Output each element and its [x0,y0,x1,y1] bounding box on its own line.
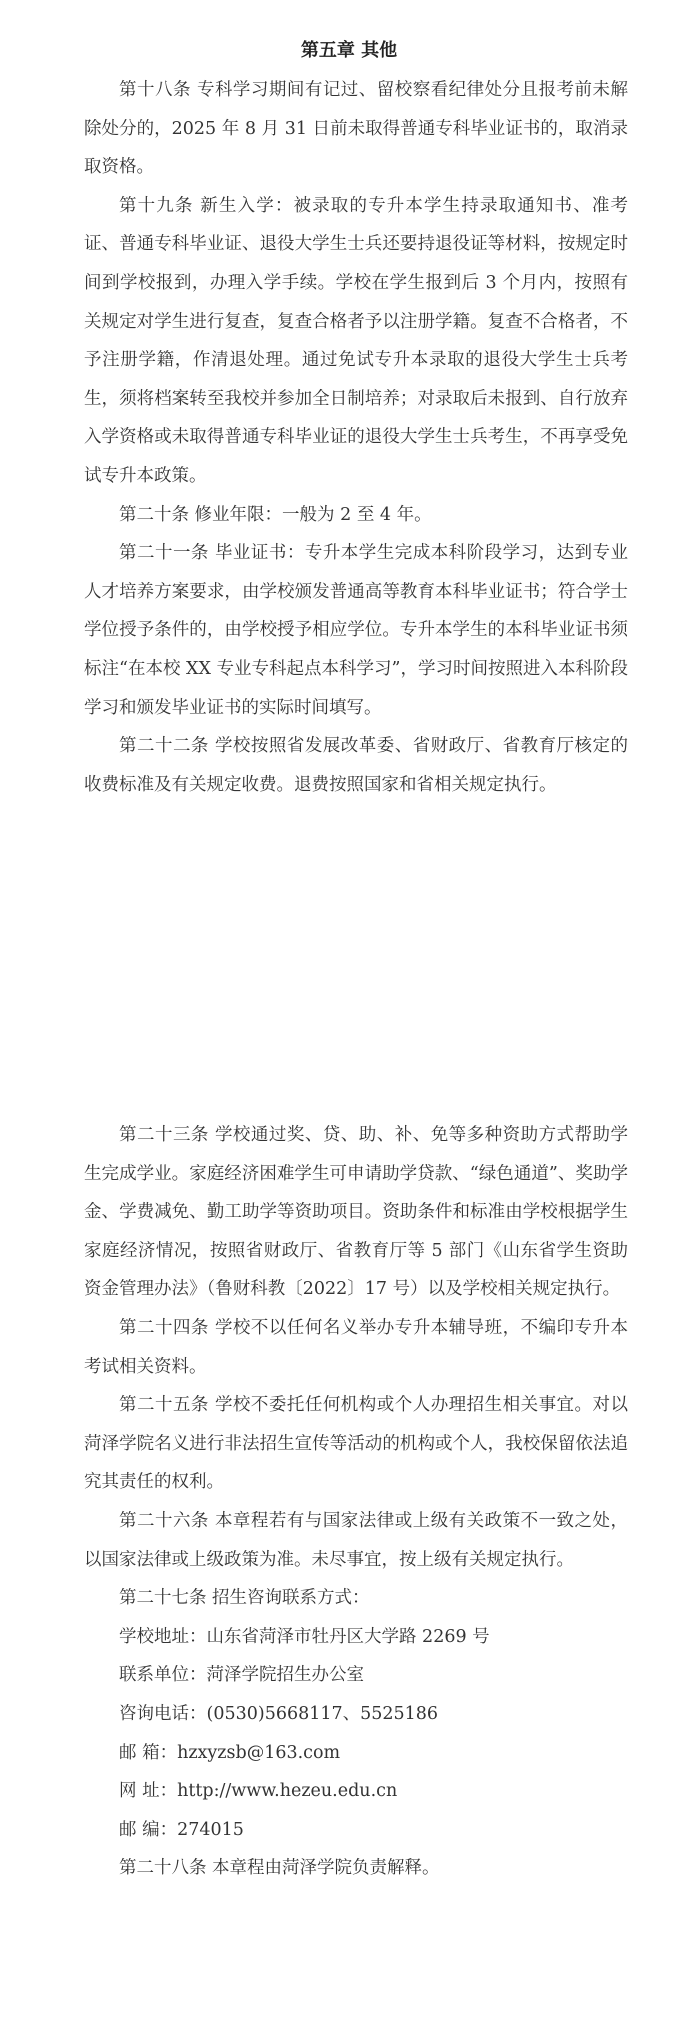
article-25: 第二十五条 学校不委托任何机构或个人办理招生相关事宜。对以菏泽学院名义进行非法招生宣传等活动的机构或个人，我校保留依法追究其责任的权利。 [84,1395,628,1493]
article-28: 第二十八条 本章程由菏泽学院负责解释。 [119,1858,440,1879]
article-24: 第二十四条 学校不以任何名义举办专升本辅导班，不编印专升本考试相关资料。 [84,1317,628,1377]
article-27-heading: 第二十七条 招生咨询联系方式： [119,1588,370,1609]
article-20: 第二十条 修业年限：一般为 2 至 4 年。 [119,504,432,525]
contact-unit: 联系单位：菏泽学院招生办公室 [119,1665,364,1686]
contact-website: 网 址：http://www.hezeu.edu.cn [119,1781,398,1802]
contact-phone: 咨询电话：(0530)5668117、5525186 [119,1703,439,1724]
article-19: 第十九条 新生入学：被录取的专升本学生持录取通知书、准考证、普通专科毕业证、退役大学生士兵还要持退役证等材料，按规定时间到学校报到，办理入学手续。学校在学生报到后 3 个月内，按照有关规定对学生进行复查，复查合格者予以注册学籍。复查不合格者，不予注册学籍，作清退处理。通过免试专升本录取的退役大学生士兵考生，须将档案转至我校并参加全日制培养；对录取后未报到、自行放弃入学资格或未取得普通专科毕业证的退役大学生士兵考生，不再享受免试专升本政策。 [84,195,628,486]
article-21: 第二十一条 毕业证书：专升本学生完成本科阶段学习，达到专业人才培养方案要求，由学校颁发普通高等教育本科毕业证书；符合学士学位授予条件的，由学校授予相应学位。专升本学生的本科毕业证书须标注“在本校 XX 专业专科起点本科学习”，学习时间按照进入本科阶段学习和颁发毕业证书的实际时间填写。 [84,543,628,718]
article-22: 第二十二条 学校按照省发展改革委、省财政厅、省教育厅核定的收费标准及有关规定收费。退费按照国家和省相关规定执行。 [84,736,628,795]
articles-section-2 [84,1116,628,1888]
articles-section-1 [84,71,628,804]
contact-postcode: 邮 编：274015 [119,1819,244,1840]
article-26: 第二十六条 本章程若有与国家法律或上级有关政策不一致之处，以国家法律或上级政策为准。未尽事宜，按上级有关规定执行。 [84,1510,628,1570]
article-18: 第十八条 专科学习期间有记过、留校察看纪律处分且报考前未解除处分的，2025 年 8 月 31 日前未取得普通专科毕业证书的，取消录取资格。 [84,80,628,178]
article-23: 第二十三条 学校通过奖、贷、助、补、免等多种资助方式帮助学生完成学业。家庭经济困难学生可申请助学贷款、“绿色通道”、奖助学金、学费减免、勤工助学等资助项目。资助条件和标准由学校根据学生家庭经济情况，按照省财政厅、省教育厅等 5 部门《山东省学生资助资金管理办法》（鲁财科教〔2022〕17 号）以及学校相关规定执行。 [84,1125,628,1300]
contact-email: 邮 箱：hzxyzsb@163.com [119,1742,341,1763]
contact-address: 学校地址：山东省菏泽市牡丹区大学路 2269 号 [119,1626,490,1647]
chapter-title: 第五章 其他 [300,40,398,61]
